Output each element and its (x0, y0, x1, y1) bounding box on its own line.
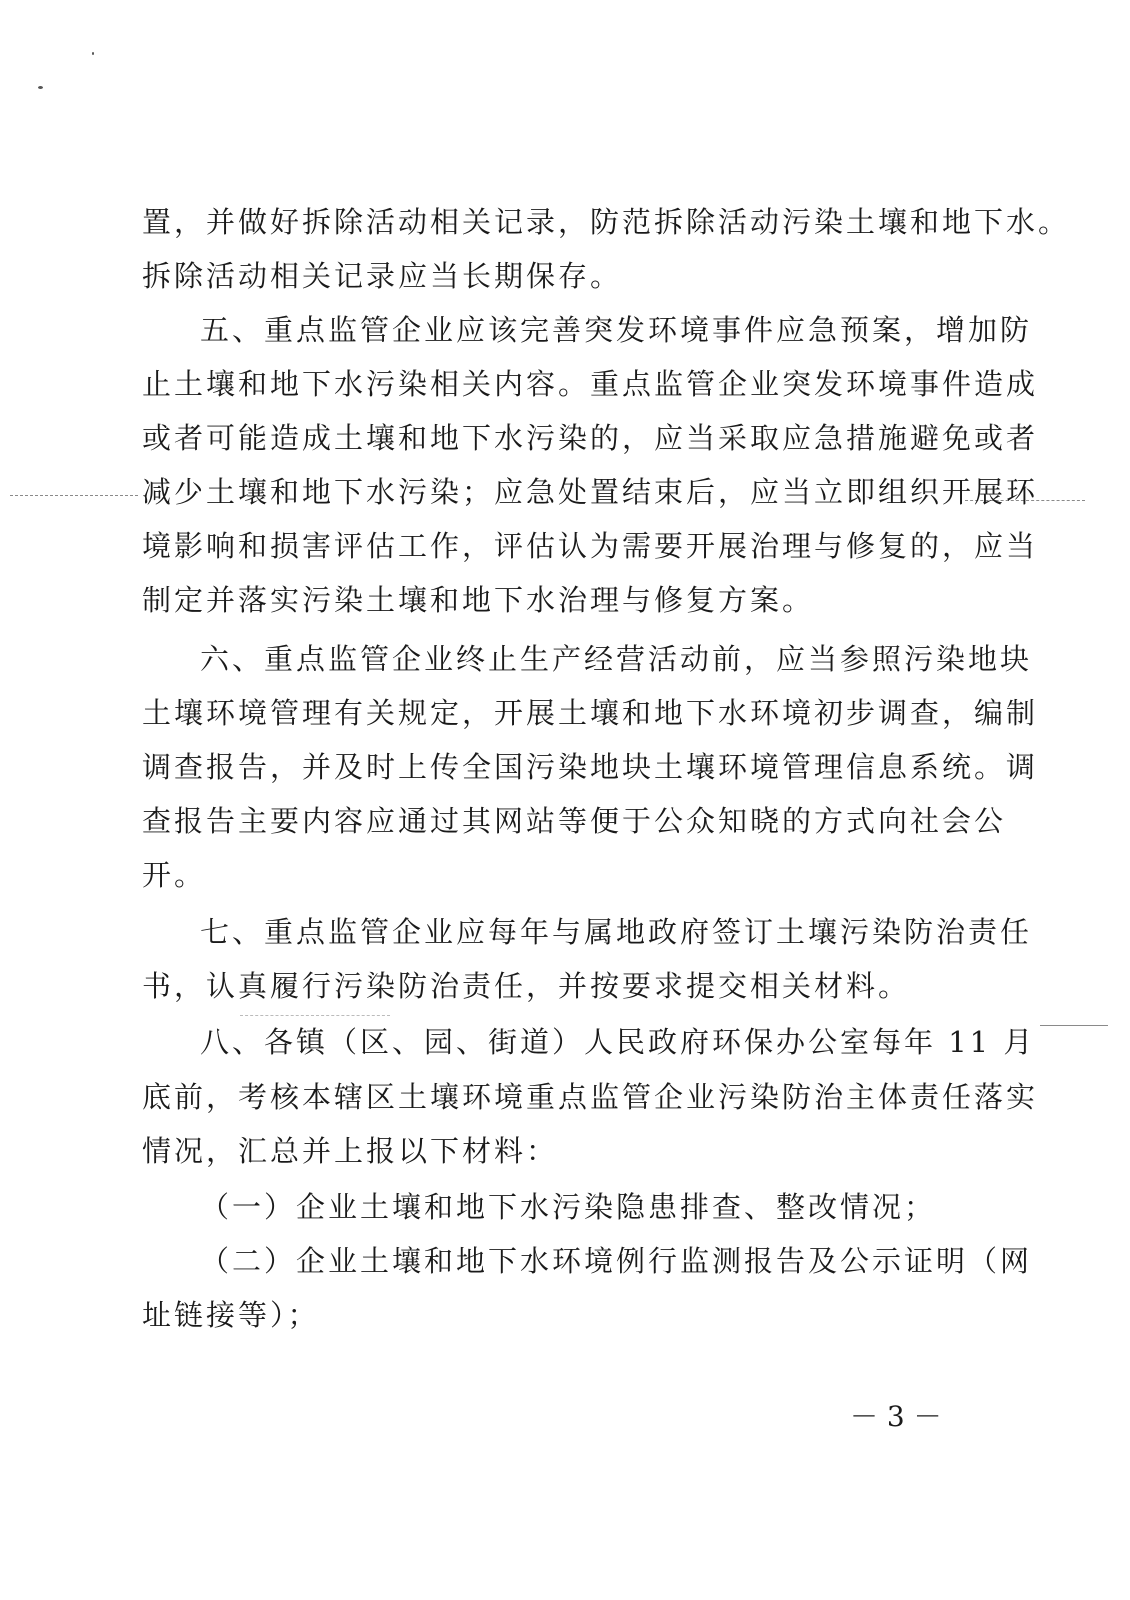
text-line: 调查报告，并及时上传全国污染地块土壤环境管理信息系统。调 (142, 750, 1039, 784)
text-line: 查报告主要内容应通过其网站等便于公众知晓的方式向社会公 (142, 804, 1007, 838)
text-line: 制定并落实污染土壤和地下水治理与修复方案。 (142, 583, 815, 617)
page-number: － 3 － (850, 1400, 942, 1433)
text-line: 或者可能造成土壤和地下水污染的，应当采取应急措施避免或者 (142, 421, 1039, 455)
scan-dash-line (1040, 1025, 1108, 1027)
text-line: 址链接等）； (142, 1298, 320, 1332)
text-line: 减少土壤和地下水污染；应急处置结束后，应当立即组织开展环 (142, 475, 1039, 509)
scan-dash-line (240, 1015, 390, 1017)
text-line: 止土壤和地下水污染相关内容。重点监管企业突发环境事件造成 (142, 367, 1039, 401)
scan-speck (38, 86, 43, 89)
scan-dash-line (10, 495, 138, 497)
paragraph-6-heading-line: 六、重点监管企业终止生产经营活动前，应当参照污染地块 (200, 642, 1033, 676)
text-line: 情况，汇总并上报以下材料： (142, 1134, 559, 1168)
text-line: 底前，考核本辖区土壤环境重点监管企业污染防治主体责任落实 (142, 1080, 1039, 1114)
text-line: 境影响和损害评估工作，评估认为需要开展治理与修复的，应当 (142, 529, 1039, 563)
text-line: 开。 (142, 858, 207, 892)
list-item-2: （二）企业土壤和地下水环境例行监测报告及公示证明（网 (200, 1244, 1033, 1278)
text-line: 拆除活动相关记录应当长期保存。 (142, 259, 623, 293)
paragraph-8-heading-line: 八、各镇（区、园、街道）人民政府环保办公室每年 11 月 (200, 1025, 1036, 1059)
paragraph-5-heading-line: 五、重点监管企业应该完善突发环境事件应急预案，增加防 (200, 313, 1033, 347)
list-item-1: （一）企业土壤和地下水污染隐患排查、整改情况； (200, 1190, 937, 1224)
paragraph-7-heading-line: 七、重点监管企业应每年与属地政府签订土壤污染防治责任 (200, 915, 1033, 949)
text-line: 书，认真履行污染防治责任，并按要求提交相关材料。 (142, 969, 911, 1003)
text-line: 土壤环境管理有关规定，开展土壤和地下水环境初步调查，编制 (142, 696, 1039, 730)
scan-speck (92, 52, 94, 55)
text-line: 置，并做好拆除活动相关记录，防范拆除活动污染土壤和地下水。 (142, 205, 1071, 239)
